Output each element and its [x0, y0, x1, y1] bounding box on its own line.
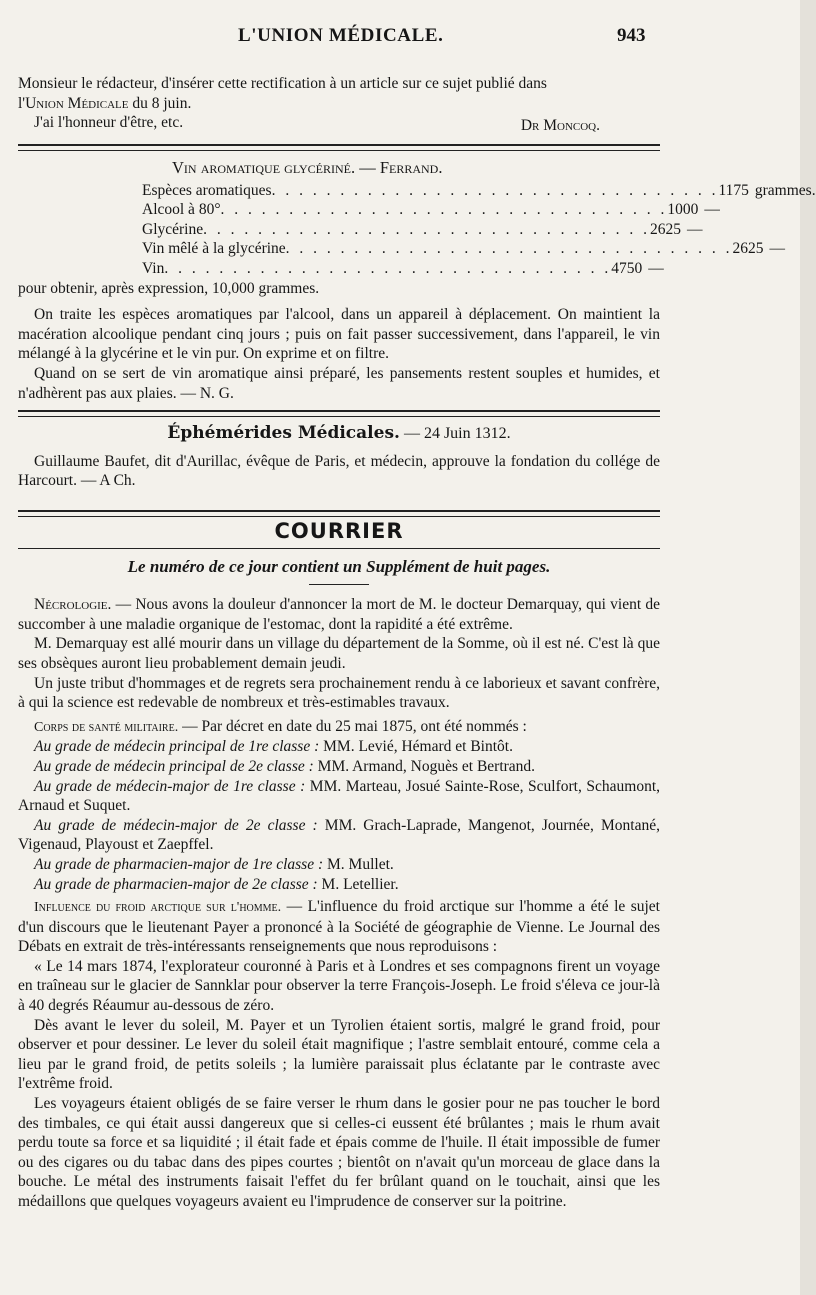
divider-thin: [18, 548, 660, 549]
necrologie-paragraph: M. Demarquay est allé mourir dans un village du département de la Somme, où il est né. C'est là que ses obsèques auront lieu probablement demain jeudi.: [18, 635, 660, 672]
recipe-quantity: 1000: [667, 201, 699, 219]
froid-paragraph: Les voyageurs étaient obligés de se faire verser le rhum dans le gosier pour ne pas toucher le bord des timbales, ce qui était aussi dangereux que si celles-ci eussent été brûlantes ; mais le rhum avait perdu toute sa force et sa liquidité ; il était fade et épais comme de l'huile. Il était impossible de fumer ou des cigares ou du tabac dans des pipes courtes ; bientôt on n'avait qu'un morceau de glace dans la bouche. Le métal des instruments faisait l'effet du fer brûlant quand on le touchait, ainsi que les médaillons que quelques voyageurs avaient eu l'imprudence de conserver sur la poitrine.: [18, 1095, 660, 1210]
recipe-yield: pour obtenir, après expression, 10,000 grammes.: [18, 279, 320, 297]
letter-line: l'Union Médicale du 8 juin.: [18, 94, 192, 112]
promotion-grade: Au grade de pharmacien-major de 2e classe :: [34, 875, 318, 893]
promotion-item: [18, 737, 660, 757]
recipe-unit: —: [704, 201, 720, 219]
froid-paragraph: Dès avant le lever du soleil, M. Payer et un Tyrolien étaient sortis, malgré le grand froid, pour observer et pour dessiner. Le lever du soleil était magnifique ; l'astre semblait entouré, comme cela a lieu par le grand froid, de petits soleils ; la lumière paraissait plus éclatante par le contraste avec l'extrême froid.: [18, 1016, 660, 1093]
promotion-item: [18, 777, 660, 816]
necrologie-label: Nécrologie.: [34, 596, 112, 614]
recipe-ingredient: Espèces aromatiques: [142, 181, 272, 199]
recipe-row: [142, 220, 703, 240]
ephemerides-date: — 24 Juin 1312.: [399, 425, 511, 442]
recipe-quantity: 2625: [732, 240, 764, 258]
recipe-unit: grammes.: [754, 181, 816, 199]
letter-closing: J'ai l'honneur d'être, etc. Dr Moncoq.: [34, 114, 600, 135]
leader-dots: . . . . . . . . . . . . . . . . . . . . . . . . . . . . . . . . .: [285, 240, 733, 258]
divider: [18, 144, 660, 151]
letter-section: [18, 74, 660, 133]
promotion-names: MM. Grach-Laprade, Mangenot, Journée, Montané, Vigenaud, Playoust et Zaepffel.: [18, 816, 660, 854]
recipe-row: [142, 181, 816, 201]
recipe-ingredient: Alcool à 80°: [142, 201, 221, 219]
promotion-names: MM. Armand, Noguès et Bertrand.: [313, 757, 536, 775]
divider: [18, 410, 660, 417]
froid-paragraph: Influence du froid arctique sur l'homme. — L'influence du froid arctique sur l'homme a été le sujet d'un discours que le lieutenant Payer a prononcé à la Société de géographie de Vienne. Le Journal des Débats en extrait de très-intéressants renseignements que nous reproduisons :: [18, 898, 660, 956]
leader-dots: . . . . . . . . . . . . . . . . . . . . . . . . . . . . . . . . .: [220, 201, 668, 219]
recipe-paragraph: On traite les espèces aromatiques par l'alcool, dans un appareil à déplacement. On maintient la macération alcoolique pendant cinq jours ; puis on fait passer successivement, dans l'appareil, le vin mélangé à la glycérine et le vin pur. On exprime et on filtre.: [18, 306, 660, 363]
page-number: 943: [617, 25, 646, 46]
recipe-title: Vin aromatique glycériné. — Ferrand.: [172, 158, 443, 177]
promotion-list: [18, 737, 660, 894]
ephemerides-title: Éphémérides Médicales.: [167, 423, 400, 443]
leader-dots: . . . . . . . . . . . . . . . . . . . . . . . . . . . . . . . . .: [203, 220, 650, 238]
corps-label: Corps de santé militaire.: [34, 719, 179, 735]
recipe-unit: —: [648, 259, 664, 277]
recipe-row: [142, 200, 720, 220]
letter-line: Monsieur le rédacteur, d'insérer cette rectification à un article sur ce sujet publié dans: [18, 75, 547, 92]
promotion-item: [18, 757, 660, 777]
courrier-subtitle: Le numéro de ce jour contient un Supplément de huit pages.: [127, 556, 551, 576]
leader-dots: . . . . . . . . . . . . . . . . . . . . . . . . . . . . . . . . .: [164, 259, 612, 277]
promotion-grade: Au grade de médecin-major de 1re classe :: [34, 777, 306, 795]
corps-paragraph: Corps de santé militaire. — Par décret en date du 25 mai 1875, ont été nommés :: [34, 717, 527, 735]
ephemerides-section: [18, 424, 660, 491]
journal-name: Union Médicale: [25, 94, 129, 112]
recipe-unit: —: [769, 240, 786, 258]
promotion-names: M. Mullet.: [323, 855, 394, 873]
divider: [18, 510, 660, 517]
recipe-section: [18, 158, 816, 403]
leader-dots: . . . . . . . . . . . . . . . . . . . . . . . . . . . . . . . . .: [271, 181, 719, 199]
ephemerides-heading: [18, 424, 660, 444]
promotion-item: [18, 855, 660, 875]
recipe-ingredient: Glycérine: [142, 220, 204, 238]
froid-label: Influence du froid arctique sur l'homme.: [34, 900, 282, 916]
courrier-section: [18, 519, 660, 1212]
promotion-grade: Au grade de médecin principal de 1re classe :: [34, 738, 320, 756]
recipe-table: [18, 181, 816, 279]
promotion-grade: Au grade de médecin-major de 2e classe :: [34, 816, 318, 834]
recipe-quantity: 1175: [718, 181, 749, 199]
running-head: [0, 26, 800, 54]
courrier-title: COURRIER: [274, 519, 404, 543]
promotion-item: [18, 875, 660, 895]
recipe-unit: —: [686, 220, 703, 238]
short-rule: [309, 584, 369, 585]
recipe-row: [142, 259, 664, 279]
signature: Dr Moncoq.: [520, 117, 600, 135]
necrologie-paragraph: Un juste tribut d'hommages et de regrets sera prochainement rendu à ce laborieux et savant confrère, à qui la science est redevable de nombreux et très-estimables travaux.: [18, 674, 660, 712]
promotion-item: [18, 816, 660, 855]
necrologie-paragraph: Nécrologie. — Nous avons la douleur d'annoncer la mort de M. le docteur Demarquay, qui vient de succomber à une maladie organique de l'estomac, dont la rapidité a été extrême.: [18, 596, 660, 633]
froid-paragraph: « Le 14 mars 1874, l'explorateur couronné à Paris et à Londres et ses compagnons firent un voyage en traîneau sur le glacier de Sannklar pour observer la terre François-Joseph. Le froid s'éleva ce jour-là à 40 degrés Réaumur au-dessous de zéro.: [18, 957, 660, 1015]
promotion-grade: Au grade de médecin principal de 2e classe :: [34, 757, 314, 775]
promotion-names: MM. Marteau, Josué Sainte-Rose, Sculfort, Schaumont, Arnaud et Suquet.: [18, 777, 660, 815]
promotion-grade: Au grade de pharmacien-major de 1re classe :: [34, 855, 324, 873]
promotion-names: M. Letellier.: [317, 875, 399, 893]
recipe-ingredient: Vin: [142, 259, 165, 277]
recipe-quantity: 2625: [649, 220, 681, 238]
promotion-names: MM. Levié, Hémard et Bintôt.: [319, 738, 513, 756]
recipe-quantity: 4750: [611, 259, 643, 277]
recipe-paragraph: Quand on se sert de vin aromatique ainsi préparé, les pansements restent souples et humides, et n'adhèrent pas aux plaies. — N. G.: [18, 364, 660, 402]
recipe-row: [142, 239, 786, 259]
journal-title: L'UNION MÉDICALE.: [238, 25, 444, 46]
ephemerides-text: Guillaume Baufet, dit d'Aurillac, évêque de Paris, et médecin, approuve la fondation du collége de Harcourt. — A Ch.: [18, 452, 660, 490]
recipe-ingredient: Vin mêlé à la glycérine: [142, 240, 286, 258]
